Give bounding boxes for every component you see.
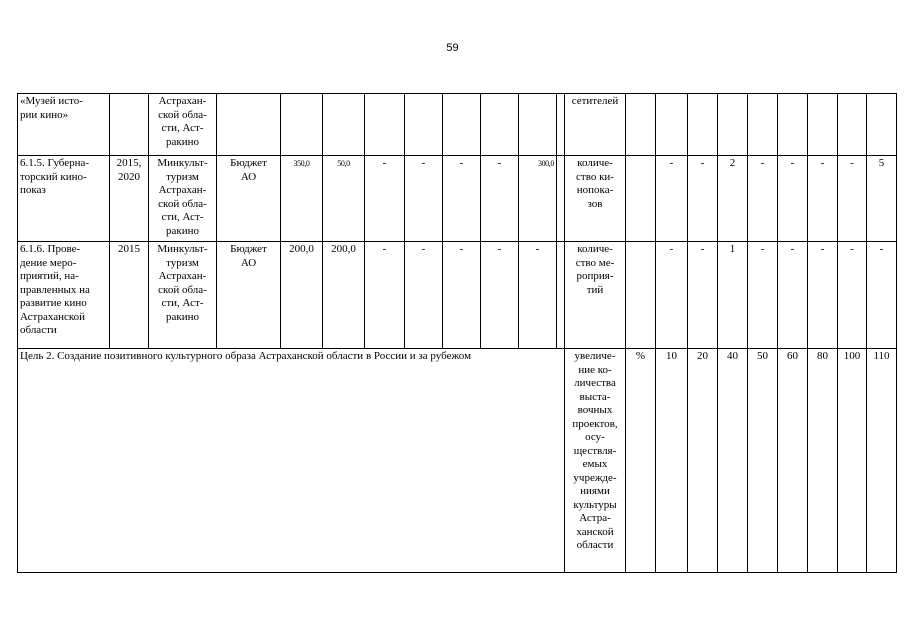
unit-cell [626,94,656,156]
value-cell: - [748,242,778,349]
value-cell [838,94,867,156]
source-cell: Бюджет АО [217,242,281,349]
value-cell: - [778,242,808,349]
fund-cell [557,94,565,156]
table-row [18,94,897,156]
value-cell: 5 [867,156,897,242]
value-cell: - [808,242,838,349]
indicator-cell: количе- ство ме- роприя- тий [565,242,626,349]
program-table [17,93,897,573]
fund-cell: 300,0 [519,156,557,242]
goal-row [18,349,897,573]
years-cell: 2015 [110,242,149,349]
value-cell: 80 [808,349,838,573]
value-cell: - [656,242,688,349]
executor-cell: Минкульт- туризм Астрахан- ской обла- сти, Аст- ракино [149,242,217,349]
executor-cell: Минкульт- туризм Астрахан- ской обла- сти, Аст- ракино [149,156,217,242]
value-cell [656,94,688,156]
fund-cell [405,94,443,156]
value-cell: - [808,156,838,242]
page-number: 59 [446,42,459,54]
fund-cell: 200,0 [281,242,323,349]
unit-cell [626,242,656,349]
value-cell: 2 [718,156,748,242]
fund-cell [365,94,405,156]
fund-cell [323,94,365,156]
unit-cell [626,156,656,242]
value-cell [867,94,897,156]
goal-text: Цель 2. Создание позитивного культурного образа Астраханской области в России и за рубежом [18,349,565,573]
value-cell: 1 [718,242,748,349]
years-cell: 2015, 2020 [110,156,149,242]
value-cell [808,94,838,156]
executor-cell: Астрахан- ской обла- сти, Аст- ракино [149,94,217,156]
fund-cell: - [443,242,481,349]
value-cell: - [748,156,778,242]
fund-cell: - [405,156,443,242]
fund-cell: 50,0 [323,156,365,242]
years-cell [110,94,149,156]
fund-cell [281,94,323,156]
indicator-cell: количе- ство ки- нопока- зов [565,156,626,242]
value-cell [748,94,778,156]
fund-cell [481,94,519,156]
value-cell: - [867,242,897,349]
source-cell: Бюджет АО [217,156,281,242]
value-cell: 20 [688,349,718,573]
value-cell [778,94,808,156]
value-cell: 100 [838,349,867,573]
value-cell [688,94,718,156]
value-cell [718,94,748,156]
value-cell: - [838,156,867,242]
fund-cell [557,156,565,242]
value-cell: 50 [748,349,778,573]
value-cell: 110 [867,349,897,573]
fund-cell: - [365,242,405,349]
value-cell: - [688,242,718,349]
value-cell: - [656,156,688,242]
source-cell [217,94,281,156]
value-cell: - [838,242,867,349]
indicator-cell: сетителей [565,94,626,156]
fund-cell: - [443,156,481,242]
table-row [18,242,897,349]
fund-cell: 200,0 [323,242,365,349]
value-cell: 40 [718,349,748,573]
indicator-cell: увеличе- ние ко- личества выста- вочных проектов, осу- ществля- емых учрежде- ниями культуры Астра- ханской области [565,349,626,573]
fund-cell: - [481,156,519,242]
value-cell: 10 [656,349,688,573]
fund-cell [557,242,565,349]
fund-cell: - [365,156,405,242]
value-cell: 60 [778,349,808,573]
fund-cell: - [519,242,557,349]
fund-cell: - [481,242,519,349]
table-row [18,156,897,242]
measure-name: 6.1.6. Прове- дение меро- приятий, на- правленных на развитие кино Астраханской области [18,242,110,349]
fund-cell [443,94,481,156]
fund-cell: 350,0 [281,156,323,242]
value-cell: - [688,156,718,242]
measure-name: 6.1.5. Губерна- торский кино- показ [18,156,110,242]
measure-name: «Музей исто- рии кино» [18,94,110,156]
fund-cell [519,94,557,156]
value-cell: - [778,156,808,242]
unit-cell: % [626,349,656,573]
fund-cell: - [405,242,443,349]
